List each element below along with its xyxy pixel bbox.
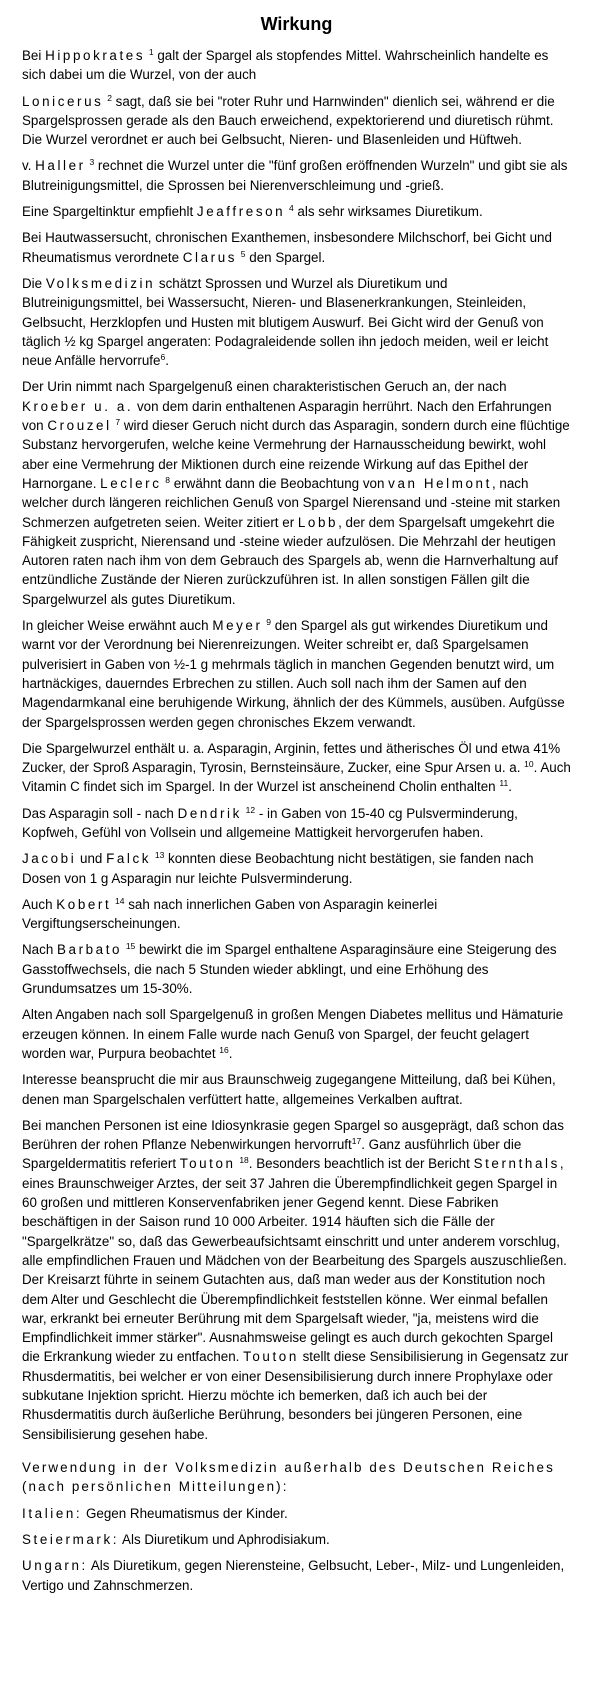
- text-run: .: [165, 353, 169, 369]
- paragraph: [22, 1070, 571, 1109]
- text-run: - in Gaben von 15-40 cg Pulsverminderung, Kopfweh, Gefühl von Vollsein und allgemeine Mattigkeit hervorgerufen haben.: [22, 805, 518, 840]
- footnote-ref: 8: [165, 474, 171, 485]
- usage-text: Als Diuretikum und Aphrodisiakum.: [119, 1532, 330, 1548]
- footnote-ref: 3: [89, 157, 95, 168]
- paragraph: [22, 1005, 571, 1063]
- footnote-ref: 10: [524, 759, 534, 770]
- paragraph: [22, 228, 571, 267]
- text-run: Nach: [22, 942, 57, 958]
- paragraph: [22, 804, 571, 843]
- usage-region: Steiermark:: [22, 1532, 120, 1548]
- author-name: Lonicerus: [22, 93, 104, 109]
- text-run: von dem darin enthaltenen Asparagin herrührt. Nach den Erfahrungen von: [22, 398, 552, 434]
- author-name: Touton: [243, 1349, 299, 1365]
- footnote-ref: 17: [351, 1136, 362, 1147]
- paragraph: [22, 616, 571, 732]
- text-run: wird dieser Geruch nicht durch das Asparagin, sondern durch eine flüchtige Substanz hervorgerufen, welche keine Vermehrung der Harnausscheidung bewirkt, wohl aber eine Vermehrung der Miktionen durch eine reizende Wirkung auf das Epithel der Harnorgane.: [22, 418, 570, 491]
- text-run: erwähnt dann die Beobachtung von: [170, 475, 389, 491]
- author-name: Crouzel: [47, 418, 112, 434]
- text-run: konnten diese Beobachtung nicht bestätigen, sie fanden nach Dosen von 1 g Asparagin nur leichte Pulsverminderung.: [22, 851, 534, 886]
- text-run: Das Asparagin soll - nach: [22, 805, 178, 821]
- author-name: Jeaffreson: [196, 204, 286, 220]
- author-name: Dendrik: [177, 805, 242, 821]
- paragraph: [22, 202, 571, 221]
- text-run: , der dem Spargelsaft umgekehrt die Fähigkeit zuspricht, Nierensand und -steine wieder aufzulösen. Die Mehrzahl der heutigen Autoren raten nach ihm von dem Gebrauch des Spargels ab, wenn die Harnverhaltung auf entzündliche Zustände der Nieren zurückzuführen ist. In allen sonstigen Fällen gilt die Spargelwurzel als gutes Diuretikum.: [22, 514, 558, 607]
- text-run: Bei manchen Personen ist eine Idiosynkrasie gegen Spargel so ausgeprägt, daß schon das Berühren der rohen Pflanze Nebenwirkungen hervorruft: [22, 1117, 564, 1153]
- footnote-ref: 1: [148, 47, 154, 57]
- author-name: Barbato: [56, 942, 123, 958]
- text-run: sah nach innerlichen Gaben von Asparagin keinerlei Vergiftungserscheinungen.: [22, 896, 438, 932]
- paragraph: [22, 377, 571, 609]
- usage-text: Gegen Rheumatismus der Kinder.: [82, 1505, 288, 1521]
- usage-item: [22, 1556, 571, 1595]
- usage-item: [22, 1530, 571, 1549]
- author-name: Hippokrates: [45, 48, 146, 63]
- text-run: Die Spargelwurzel enthält u. a. Asparagin, Arginin, fettes und ätherisches Öl und etwa 41% Zucker, der Sproß Asparagin, Tyrosin, Bernsteinsäure, Zucker, eine Spur Arsen u. a.: [22, 740, 561, 776]
- usage-item: [22, 1504, 571, 1523]
- footnote-ref: 7: [115, 417, 121, 428]
- paragraph: [22, 1116, 571, 1444]
- author-name: Volksmedizin: [45, 275, 156, 291]
- author-name: Leclerc: [100, 475, 162, 491]
- paragraph: [22, 739, 571, 797]
- footnote-ref: 4: [288, 203, 294, 214]
- text-run: rechnet die Wurzel unter die "fünf großen eröffnenden Wurzeln" und gibt sie als Blutreinigungsmittel, die Sprossen bei Nierenverschleimung und -grieß.: [22, 158, 568, 193]
- author-name: Haller: [35, 158, 86, 174]
- paragraph: [22, 92, 571, 150]
- text-run: .: [508, 779, 512, 795]
- footnote-ref: 6: [160, 352, 166, 363]
- footnote-ref: 11: [499, 778, 509, 789]
- text-run: und: [76, 851, 107, 867]
- usage-text: Als Diuretikum, gegen Nierensteine, Gelbsucht, Leber-, Milz- und Lungenleiden, Vertigo und Zahnschmerzen.: [22, 1558, 565, 1593]
- author-name: Meyer: [212, 618, 263, 634]
- paragraph: [22, 274, 571, 370]
- author-name: Jacobi: [22, 851, 77, 867]
- usage-heading: Verwendung in der Volksmedizin außerhalb des Deutschen Reiches (nach persönlichen Mitteilungen):: [22, 1459, 555, 1495]
- text-run: Interesse beansprucht die mir aus Braunschweig zugegangene Mitteilung, daß bei Kühen, denen man Spargelschalen verfüttert hatte, allgemeines Verkalben auftrat.: [22, 1072, 556, 1107]
- text-run: als sehr wirksames Diuretikum.: [293, 204, 483, 220]
- text-run: sagt, daß sie bei "roter Ruhr und Harnwinden" dienlich sei, während er die Spargelsprossen gerade als den Bauch erweichend, expektorierend und diuretisch rühmt. Die Wurzel verordnet er auch bei Gelbsucht, Nieren- und Blasenleiden und Hüftweh.: [22, 93, 555, 148]
- text-run: , nach welcher durch längeren reichlichen Genuß von Spargel Nierensand und -steine mit starken Schmerzen aufgetreten seien. Weiter zitiert er: [22, 475, 561, 530]
- text-run: Alten Angaben nach soll Spargelgenuß in großen Mengen Diabetes mellitus und Hämaturie erzeugen können. In einem Falle wurde nach Genuß von Spargel, der feucht gelagert worden war, Purpura beobachtet: [22, 1007, 564, 1061]
- usage-region: Italien:: [22, 1505, 83, 1521]
- text-run: Bei: [22, 48, 46, 63]
- footnote-ref: 2: [107, 92, 112, 103]
- author-name: Sternthals: [473, 1156, 560, 1172]
- paragraph: [22, 46, 571, 85]
- author-name: Lobb: [297, 514, 339, 530]
- paragraph: [22, 156, 571, 195]
- text-run: Die: [22, 275, 46, 291]
- text-run: stellt diese Sensibilisierung in Gegensatz zur Rhusdermatitis, bei welcher er von einer Desensibilisierung durch innere Prophylaxe oder subkutane Injektion spricht. Hierzu möchte ich bemerken, daß ich auch bei der Rhusdermatitis durch äußerliche Berührung, besonders bei jüngeren Personen, eine Sensibilisierung gesehen habe.: [22, 1349, 569, 1442]
- paragraph: [22, 895, 571, 934]
- text-run: .: [228, 1045, 233, 1061]
- footnote-ref: 12: [245, 804, 256, 815]
- text-run: , eines Braunschweiger Arztes, der seit 37 Jahren die Überempfindlichkeit gegen Spargel in 60 großen und mittleren Konservenfabriken jener Gegend kennt. Diese Fabriken beschäftigen in der Saison rund 10 000 Arbeiter. 1914 häuften sich die Fälle der "Spargelkrätze" so, daß das Gewerbeaufsichtsamt einschritt und unter anderem vorschlug, alle empfindlichen Frauen und Mädchen von der Bearbeitung des Spargels auszuschließen. Der Kreisarzt führte in seinem Gutachten aus, daß man weder aus der Konstitution noch dem Alter und Geschlecht die Überempfindlichkeit feststellen könne. Wer einmal befallen war, erkrankt bei erneuter Berührung mit dem Spargelsaft wieder, "ja, meistens wird die Empfindlichkeit immer stärker". Ausnahmsweise gelingt es auch durch gekochten Spargel die Erkrankung wieder zu entfachen.: [22, 1156, 567, 1365]
- text-run: . Besonders beachtlich ist der Bericht: [248, 1156, 474, 1172]
- text-run: Eine Spargeltinktur empfiehlt: [22, 204, 197, 220]
- paragraph: [22, 849, 571, 888]
- text-run: Bei Hautwassersucht, chronischen Exanthemen, insbesondere Milchschorf, bei Gicht und Rheumatismus verordnete: [22, 230, 552, 265]
- author-name: Falck: [106, 851, 152, 867]
- text-run: schätzt Sprossen und Wurzel als Diuretikum und Blutreinigungsmittel, bei Wassersucht, Nieren- und Blasenerkrankungen, Steinleiden, Gelbsucht, Herzklopfen und Husten mit blutigem Auswurf. Bei Gicht wird der Genuß von täglich ½ kg Spargel angeraten: Podagraleidende sollen ihn jedoch meiden, weil er leicht neue Anfälle hervorrufe: [22, 275, 549, 369]
- article-body: [22, 46, 571, 1444]
- footnote-ref: 16: [219, 1044, 229, 1055]
- usage-region: Ungarn:: [22, 1558, 88, 1574]
- footnote-ref: 18: [239, 1155, 249, 1166]
- footnote-ref: 5: [240, 248, 246, 259]
- author-name: van Helmont: [388, 475, 492, 491]
- author-name: Clarus: [182, 249, 238, 265]
- usage-list: [22, 1504, 571, 1595]
- text-run: den Spargel als gut wirkendes Diuretikum und warnt vor der Verordnung bei Nierenreizungen. Weiter schreibt er, daß Spargelsamen pulverisiert in Gaben von ½-1 g mehrmals täglich in manchen Gegenden benutzt wird, um hartnäckiges, dauerndes Erbrechen zu stillen. Auch soll nach ihm der Samen auf den Magendarmkanal eine beruhigende Wirkung, ähnlich der des Kümmels, ausüben. Aufgüsse der Spargelsprossen werden gegen chronisches Ekzem verwandt.: [22, 618, 565, 730]
- text-run: Auch: [22, 896, 57, 912]
- text-run: In gleicher Weise erwähnt auch: [22, 618, 213, 634]
- text-run: Der Urin nimmt nach Spargelgenuß einen charakteristischen Geruch an, der nach: [22, 379, 507, 395]
- footnote-ref: 15: [125, 941, 136, 952]
- text-run: . Auch Vitamin C findet sich im Spargel. In der Wurzel ist anscheinend Cholin enthalten: [22, 760, 571, 795]
- text-run: galt der Spargel als stopfendes Mittel. Wahrscheinlich handelte es sich dabei um die Wurzel, von der auch: [22, 48, 549, 83]
- author-name: Touton: [179, 1156, 236, 1172]
- footnote-ref: 13: [154, 850, 165, 861]
- paragraph: [22, 940, 571, 998]
- footnote-ref: 14: [115, 895, 125, 906]
- author-name: Kroeber u. a.: [22, 398, 134, 414]
- text-run: v.: [22, 158, 36, 174]
- text-run: bewirkt die im Spargel enthaltene Asparaginsäure eine Steigerung des Gasstoffwechsels, die nach 5 Stunden wieder abklingt, und eine Erhöhung des Grundumsatzes um 15-30%.: [22, 942, 557, 997]
- footnote-ref: 9: [266, 617, 271, 628]
- text-run: . Ganz ausführlich über die Spargeldermatitis referiert: [22, 1137, 522, 1172]
- text-run: den Spargel.: [245, 249, 326, 265]
- page-title: Wirkung: [260, 14, 333, 34]
- author-name: Kobert: [56, 896, 112, 912]
